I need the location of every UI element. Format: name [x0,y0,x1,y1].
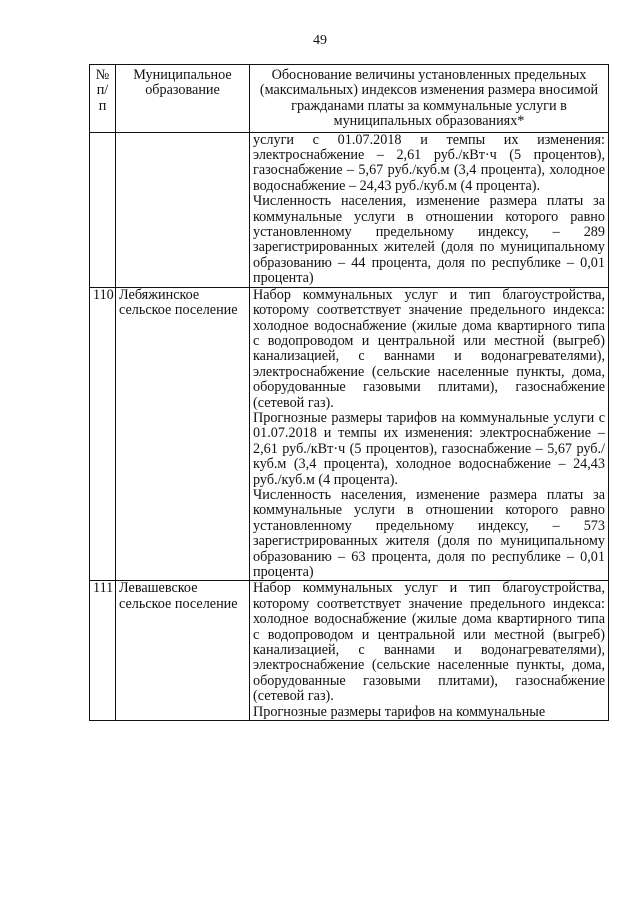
table-header-row [90,65,609,133]
justification-paragraph: Численность населения, изменение размера платы за коммунальные услуги в отношении которого равно установленному предельному индексу, – 289 зарегистрированных жителей (доля по муниципальному образованию – 44 процента, доля по республике – 0,01 процента) [253,193,605,287]
justification-paragraph: Численность населения, изменение размера платы за коммунальные услуги в отношении которого равно установленному предельному индексу, – 573 зарегистрированных жителя (доля по муниципальному образованию – 63 процента, доля по республике – 0,01 процента) [253,486,605,580]
justification-paragraph: услуги с 01.07.2018 и темпы их изменения: электроснабжение – 2,61 руб./кВт·ч (5 процентов), газоснабжение – 5,67 руб./куб.м (3,4 процента), холодное водоснабжение – 24,43 руб./куб.м (4 процента). [253,131,605,194]
justification-paragraph: Набор коммунальных услуг и тип благоустройства, которому соответствует значение предельного индекса: холодное водоснабжение (жилые дома квартирного типа с водопроводом и центральной или местной (выгреб) канализацией, с ваннами и водонагревателями), электроснабжение (сельские населенные пункты, дома, оборудованные газовыми плитами), газоснабжение (сетевой газ). [253,580,605,705]
tariff-justification-table [89,64,609,721]
header-number: № п/п [90,65,116,133]
row-number: 111 [90,581,116,721]
row-justification [250,132,609,287]
header-justification: Обоснование величины установленных предельных (максимальных) индексов изменения размера вносимой гражданами платы за коммунальные услуги в муниципальных образованиях* [250,65,609,133]
justification-paragraph: Прогнозные размеры тарифов на коммунальные услуги с 01.07.2018 и темпы их изменения: электроснабжение – 2,61 руб./кВт·ч (5 процентов), газоснабжение – 5,67 руб./куб.м (3,4 процента), холодное водоснабжение – 24,43 руб./куб.м (4 процента). [253,409,605,488]
row-justification [250,287,609,581]
table-row [90,287,609,581]
row-justification [250,581,609,721]
table-row [90,132,609,287]
page-number: 49 [313,33,327,48]
justification-paragraph: Набор коммунальных услуг и тип благоустройства, которому соответствует значение предельного индекса: холодное водоснабжение (жилые дома квартирного типа с водопроводом и центральной или местной (выгреб) канализацией, с ваннами и водонагревателями), электроснабжение (сельские населенные пункты, дома, оборудованные газовыми плитами), газоснабжение (сетевой газ). [253,286,605,411]
table-row [90,581,609,721]
row-municipality [116,132,250,287]
row-number: 110 [90,287,116,581]
row-municipality: Лебяжинское сельское поселение [116,287,250,581]
row-municipality: Левашевское сельское поселение [116,581,250,721]
justification-paragraph: Прогнозные размеры тарифов на коммунальные [253,703,546,720]
row-number [90,132,116,287]
header-municipality: Муниципальное образование [116,65,250,133]
